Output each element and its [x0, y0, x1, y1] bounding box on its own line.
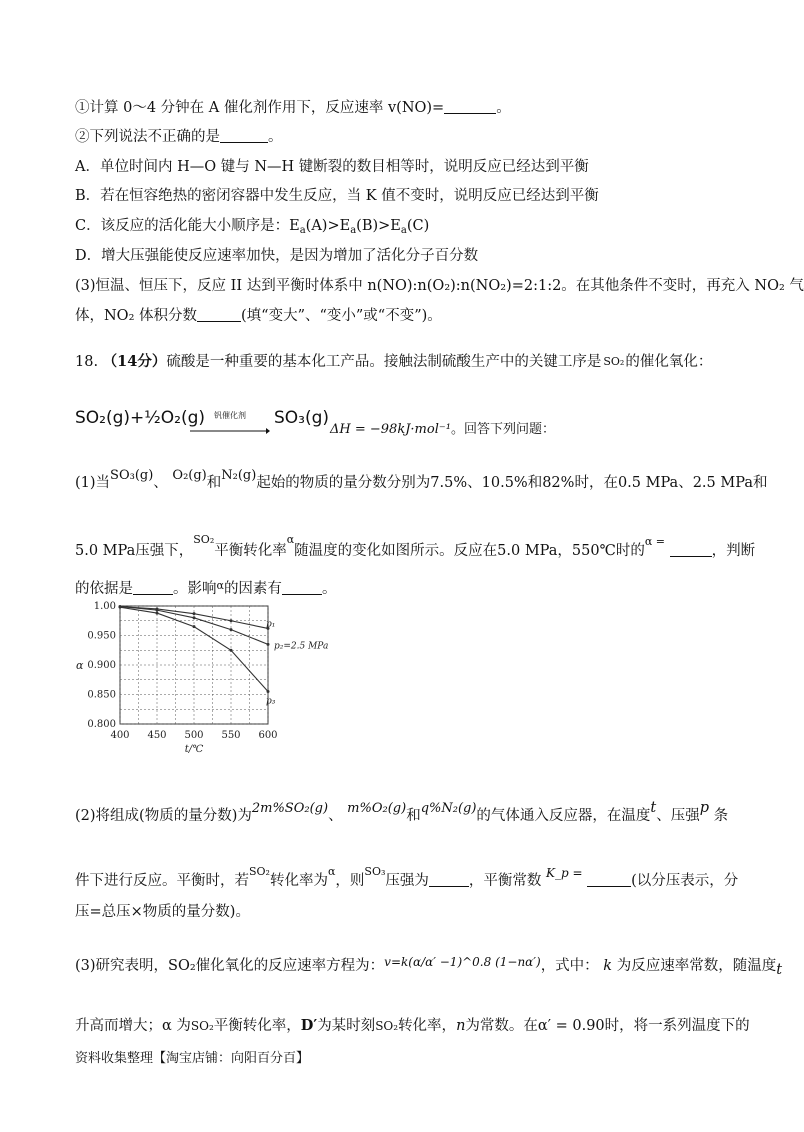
p1-text: 起始的物质的量分数分别为7.5%、10.5%和82%时，在0.5 MPa、2.5 MPa和	[256, 475, 768, 491]
so2-composition: 2m%SO₂(g)	[251, 801, 329, 816]
p1-text: 随温度的变化如图所示。反应在5.0 MPa，550℃时的	[294, 543, 645, 559]
so2-formula: SO₂	[249, 865, 270, 878]
y-tick-label: 1.00	[93, 601, 116, 612]
punct: 。	[321, 581, 337, 597]
q-incorrect-text: ②下列说法不正确的是	[75, 129, 220, 145]
p3-text: 为反应速率常数，随温度	[616, 958, 777, 974]
q3-line2	[75, 306, 442, 326]
punct: 、	[328, 808, 343, 824]
p1-text: ，判断	[711, 543, 756, 559]
p2-text: 、压强	[656, 808, 700, 824]
p3-text: ，式中：	[540, 958, 599, 974]
so2-formula: SO₂	[193, 533, 215, 546]
n2-formula: N₂(g)	[221, 468, 257, 483]
alpha-symbol: α	[216, 579, 224, 592]
q3-text: (填“变大”、“变小”或“不变”)。	[241, 308, 442, 324]
option-c-text: (A)>E	[305, 218, 351, 234]
alpha-symbol: α	[286, 533, 295, 546]
y-tick-label: 0.950	[87, 630, 116, 642]
option-b: B．若在恒容绝热的密闭容器中发生反应，当 K 值不变时，说明反应已经达到平衡	[75, 188, 599, 204]
so2-formula: SO₂	[190, 1019, 214, 1033]
answer-blank	[429, 872, 469, 887]
punct: 、	[153, 475, 168, 491]
pressure-symbol: p	[699, 800, 710, 816]
rate-equation: v=k(α/α′ −1)^0.8 (1−nα′)	[384, 955, 541, 969]
answer-blank	[282, 580, 322, 595]
option-d: D．增大压强能使反应速率加快，是因为增加了活化分子百分数	[75, 248, 479, 264]
p2-text: 件下进行反应。平衡时，若	[75, 873, 249, 889]
q-rate-text: ①计算 0～4 分钟在 A 催化剂作用下，反应速率 v(NO)=	[75, 100, 445, 116]
x-tick-label: 500	[184, 730, 204, 741]
q18-text: 硫酸是一种重要的基本化工产品。接触法制硫酸生产中的关键工序是	[166, 354, 602, 370]
answer-blank	[220, 128, 268, 143]
series-point-3	[193, 625, 196, 628]
series-point-3	[230, 649, 233, 652]
x-tick-label: 550	[221, 730, 241, 741]
equation-right: SO₃(g)	[274, 408, 330, 428]
equation-arrow	[190, 410, 270, 440]
y-tick-label: 0.800	[87, 719, 116, 730]
p3-text: 为某时刻	[317, 1018, 376, 1034]
p3-line1	[75, 952, 782, 980]
series-label-3: p₃	[266, 696, 276, 707]
temperature-symbol: t	[650, 800, 657, 816]
n-symbol: n	[456, 1018, 466, 1034]
series-point-2	[156, 609, 159, 612]
p3-text: 时，将一系列温度下的	[604, 1018, 750, 1034]
q-incorrect-line	[75, 127, 283, 147]
p1-text: (1)当	[75, 475, 111, 491]
equation-tail: 。回答下列问题：	[450, 422, 555, 437]
x-tick-label: 450	[147, 730, 167, 741]
series-point-3	[119, 606, 122, 609]
series-point-2	[193, 616, 196, 619]
alpha-prime-symbol: D′	[300, 1017, 318, 1034]
so3-formula: SO₃	[364, 865, 386, 878]
series-label-2: p₂=2.5 MPa	[274, 641, 329, 652]
p2-text: 的气体通入反应器，在温度	[476, 808, 651, 824]
option-c-text: (C)	[406, 218, 430, 234]
series-point-2	[267, 643, 270, 646]
p2-line2	[75, 862, 738, 891]
option-c	[75, 216, 429, 241]
q3-text: 体，NO₂ 体积分数	[75, 308, 197, 324]
subscript: a	[299, 225, 306, 236]
option-a: A．单位时间内 H—O 键与 N—H 键断裂的数目相等时，说明反应已经达到平衡	[75, 159, 589, 175]
p2-line3: 压=总压×物质的量分数)。	[75, 904, 250, 920]
temperature-symbol: t	[776, 962, 783, 978]
p3-text: 转化率，	[398, 1018, 457, 1034]
series-point-3	[267, 690, 270, 693]
q18-text: 的催化氧化：	[625, 354, 713, 370]
answer-blank	[587, 872, 631, 887]
answer-blank	[444, 99, 496, 114]
p2-line1	[75, 798, 728, 826]
punct: 。	[496, 100, 511, 116]
series-point-1	[193, 612, 196, 615]
punct: 。	[268, 129, 283, 145]
p1-text: 5.0 MPa压强下，	[75, 543, 194, 559]
series-label-1: p₁	[266, 619, 276, 630]
p2-text: (以分压表示，分	[631, 873, 739, 889]
x-axis-label: t/℃	[184, 744, 204, 755]
alpha-prime-value: α′ = 0.90	[537, 1018, 605, 1034]
y-tick-label: 0.900	[87, 660, 116, 671]
option-c-text: (B)>E	[356, 218, 401, 234]
y-tick-label: 0.850	[87, 689, 116, 701]
kp-symbol: K_p =	[545, 866, 583, 880]
p1-text: 平衡转化率	[214, 543, 287, 559]
p1-text: 和	[206, 475, 222, 491]
p2-text: ，平衡常数	[468, 873, 542, 889]
q18-line	[75, 352, 712, 372]
so2-label: SO₂	[603, 355, 625, 368]
y-axis-label: α	[76, 659, 84, 672]
equation-enthalpy	[330, 420, 555, 440]
series-point-2	[230, 628, 233, 631]
p3-line2	[75, 1016, 750, 1036]
o2-formula: O₂(g)	[172, 468, 207, 483]
alpha-symbol: α =	[644, 535, 665, 548]
p1-text: 的因素有	[223, 581, 282, 597]
p3-text: 平衡转化率，	[213, 1018, 301, 1034]
equation-left: SO₂(g)+½O₂(g)	[75, 408, 206, 428]
so2-formula: SO₂	[375, 1019, 399, 1033]
answer-blank	[197, 307, 241, 322]
subscript: a	[350, 225, 357, 236]
subscript: a	[400, 225, 407, 236]
p1-text: 。影响	[173, 581, 217, 597]
p2-text: 压强为	[385, 873, 429, 889]
alpha-symbol: α	[327, 865, 336, 878]
answer-blank	[670, 542, 712, 557]
n2-composition: q%N₂(g)	[420, 801, 477, 816]
p2-text: 转化率为	[269, 873, 328, 889]
p1-line1	[75, 466, 767, 493]
x-tick-label: 400	[110, 730, 130, 741]
p3-text: 升高而增大；α 为	[75, 1018, 191, 1034]
so3-formula: SO₃(g)	[110, 468, 154, 483]
o2-composition: m%O₂(g)	[347, 801, 407, 816]
p2-text: ，则	[335, 873, 365, 889]
arrow-icon	[190, 426, 270, 436]
option-c-text: C．该反应的活化能大小顺序是：E	[75, 218, 300, 234]
enthalpy-value: ΔH = −98kJ·mol⁻¹	[330, 422, 451, 437]
question-number: 18.	[75, 354, 99, 370]
answer-blank	[133, 580, 173, 595]
k-symbol: k	[603, 958, 613, 974]
footer: 资料收集整理【淘宝店铺：向阳百分百】	[75, 1051, 310, 1066]
series-point-1	[230, 619, 233, 622]
catalyst-label: 钒催化剂	[214, 411, 246, 420]
question-score: （14分）	[102, 353, 167, 370]
p2-text: (2)将组成(物质的量分数)为	[75, 808, 252, 824]
series-point-3	[156, 612, 159, 615]
q-rate-line	[75, 98, 511, 118]
p1-line2	[75, 530, 755, 561]
p2-text: 和	[406, 808, 421, 824]
x-tick-label: 600	[258, 730, 278, 741]
p3-text: 为常数。在	[465, 1018, 538, 1034]
p3-text: (3)研究表明，SO₂催化氧化的反应速率方程为：	[75, 958, 385, 974]
q3-line1: (3)恒温、恒压下，反应 II 达到平衡时体系中 n(NO):n(O₂):n(NO₂)=2:1:2。在其他条件不变时，再充入 NO₂ 气	[75, 278, 804, 294]
conversion-chart	[72, 596, 329, 756]
p1-text: 的依据是	[75, 581, 133, 597]
p2-text: 条	[713, 808, 729, 824]
